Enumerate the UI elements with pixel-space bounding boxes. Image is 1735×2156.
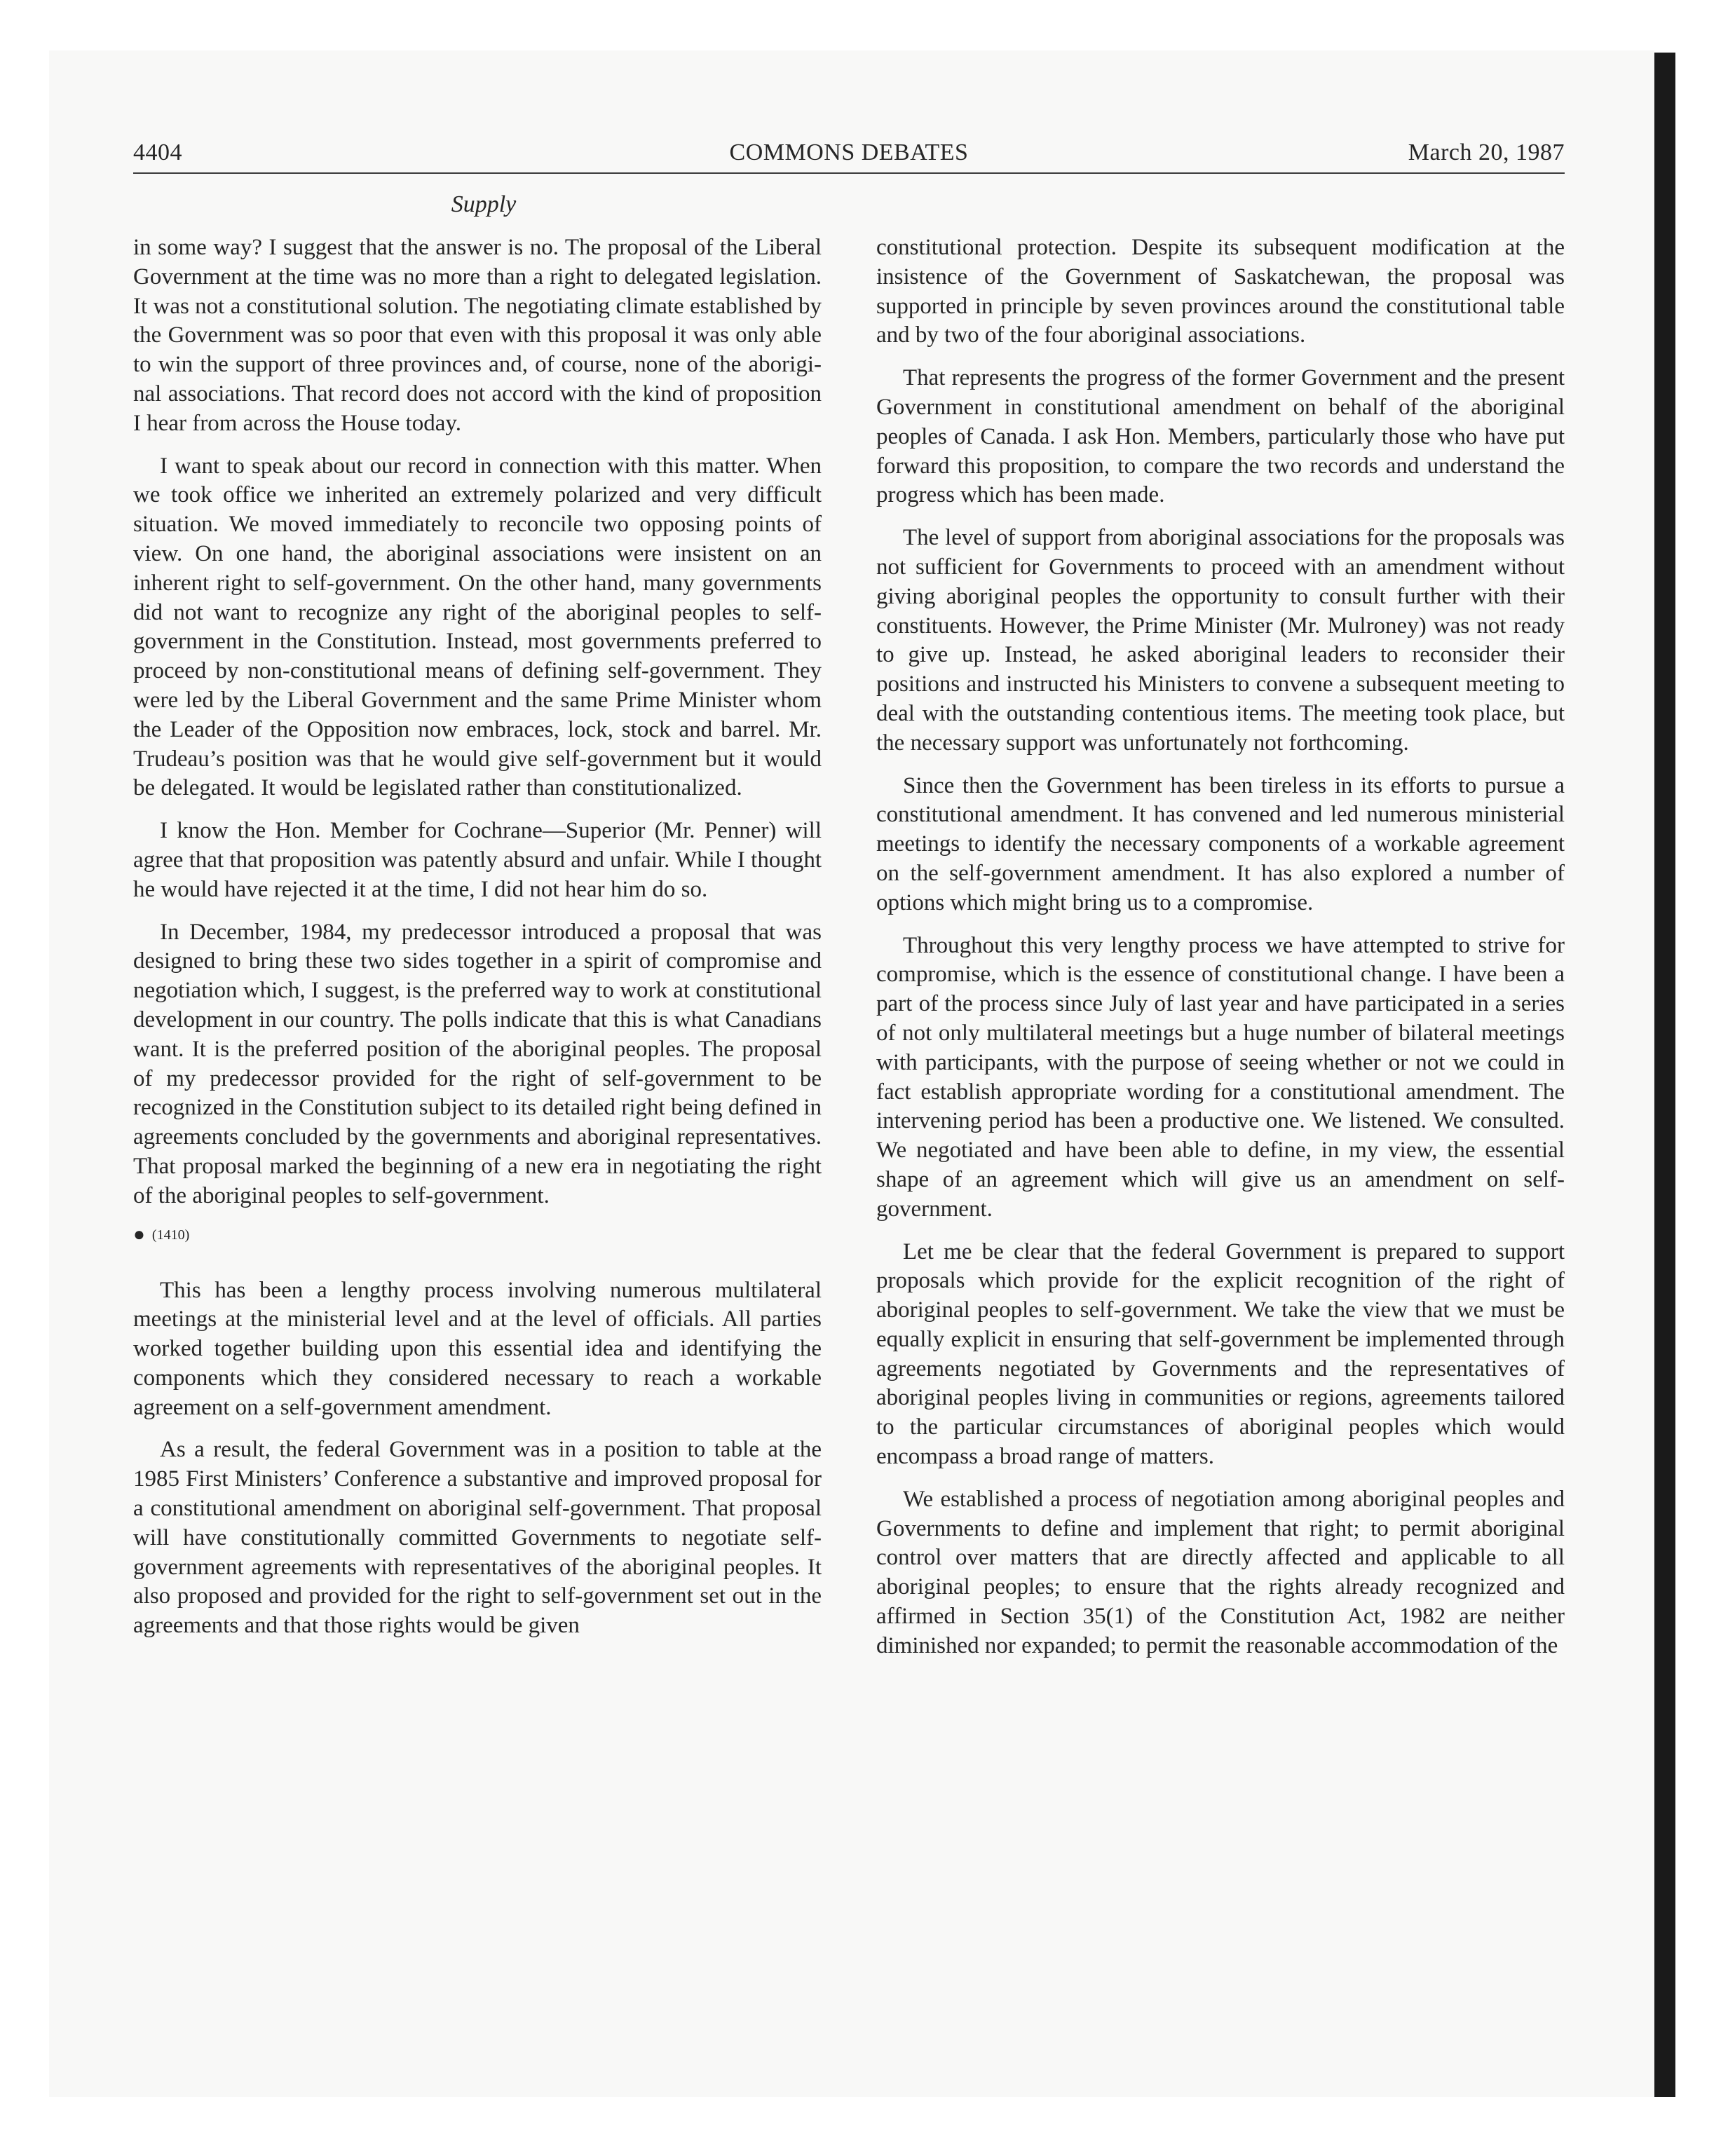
section-title: Supply [451,191,517,217]
binding-edge [1654,53,1675,2097]
paragraph: I know the Hon. Member for Cochrane—Superior (Mr. Penner) will agree that that proposition was patently absurd and unfair. While I thought he would have rejected it at the time, I did not hear him do so. [133,818,822,902]
paragraph: That represents the progress of the former Government and the present Government in constitutional amendment on behalf of the aboriginal peoples of Canada. I ask Hon. Members, particularly those who have put forward this proposition, to compare the two records and understand the progress which has been made. [876,365,1565,508]
paragraph: As a result, the federal Government was in a position to table at the 1985 First Ministers’ Conference a substantive and improved proposal for a constitutional amendment on aboriginal self-government. That proposal will have constitutionally committed Governments to negotiate self-government agreements with representatives of the aboriginal peoples. It also proposed and provided for the right to self-government set out in the agreements and that those rights would be given [133,1437,822,1639]
time-marker [133,1224,822,1246]
journal-title: COMMONS DEBATES [729,139,969,165]
page-number: 4404 [133,139,182,165]
left-column [133,233,822,1654]
paragraph: This has been a lengthy process involving numerous multilateral meetings at the ministerial level and at the level of officials. All parties worked together building upon this essential idea and identifying the components which they considered necessary to reach a workable agreement on a self-government amendment. [133,1277,822,1420]
paragraph: The level of support from aboriginal associations for the proposals was not sufficient for Governments to proceed with an amendment without giving aboriginal peoples the opportunity to consult further with their constituents. However, the Prime Minister (Mr. Mulroney) was not ready to give up. Instead, he asked aboriginal leaders to reconsider their positions and instructed his Ministers to convene a subsequent meeting to deal with the outstanding contentious items. The meeting took place, but the necessary support was unfortunately not forthcoming. [876,525,1565,756]
paragraph: In December, 1984, my predecessor introduced a proposal that was designed to bring these two sides together in a spirit of compromise and negotiation which, I suggest, is the preferred way to work at constitutional development in our country. The polls indicate that this is what Canadians want. It is the preferred position of the aboriginal peoples. The proposal of my predecessor provided for the right of self-government to be recognized in the Constitution subject to its detailed right being defined in agreements concluded by the governments and aboriginal representatives. That proposal marked the beginning of a new era in negotiating the right of the aboriginal peoples to self-government. [133,919,822,1208]
page-header [133,137,1565,174]
paragraph: in some way? I suggest that the answer is no. The proposal of the Liberal Government at the time was no more than a right to delegated legislation. It was not a constitutional solution. The negotiating climate established by the Government was so poor that even with this proposal it was only able to win the support of three provinces and, of course, none of the aboriginal associations. That record does not accord with the kind of proposition I hear from across the House today. [133,235,822,436]
paragraph: We established a process of negotiation among aboriginal peoples and Governments to define and implement that right; to permit aboriginal control over matters that are directly affected and applicable to all aboriginal peoples; to ensure that the rights already recognized and affirmed in Section 35(1) of the Constitution Act, 1982 are neither diminished nor expanded; to permit the reasonable accommodation of the [876,1486,1565,1658]
time-marker-label: (1410) [151,1227,190,1243]
paragraph: constitutional protection. Despite its subsequent modification at the insistence of the Government of Saskatchewan, the proposal was supported in principle by seven provinces around the constitutional table and by two of the four aboriginal associations. [876,235,1565,348]
paragraph: Since then the Government has been tireless in its efforts to pursue a constitutional amendment. It has convened and led numerous ministerial meetings to identify the necessary components of a workable agreement on the self-government amendment. It has also explored a number of options which might bring us to a compromise. [876,772,1565,915]
paragraph: I want to speak about our record in connection with this matter. When we took office we inherited an extremely polarized and very difficult situation. We moved immediately to reconcile two opposing points of view. On one hand, the aboriginal associations were insistent on an inherent right to self-government. On the other hand, many governments did not want to recognize any right of the aboriginal peoples to self-government in the Constitution. Instead, most governments preferred to proceed by non-constitutional means of defining self-government. They were led by the Liberal Government and the same Prime Minister whom the Leader of the Opposition now embraces, lock, stock and barrel. Mr. Trudeau’s position was that he would give self-government but it would be delegated. It would be legislated rather than constitutionalized. [133,453,822,801]
paragraph: Throughout this very lengthy process we have attempted to strive for compromise, which is the essence of constitutional change. I have been a part of the process since July of last year and have participated in a series of not only multilateral meetings but a huge number of bilateral meetings with participants, with the purpose of seeing whether or not we could in fact establish appropriate wording for a constitutional amendment. The intervening period has been a productive one. We listened. We consulted. We negotiated and have been able to define, in my view, the essential shape of an agreement which will give us an amendment on self-government. [876,932,1565,1222]
right-column [876,233,1565,1674]
bullet-icon: ● [133,1223,145,1246]
page-date: March 20, 1987 [1408,139,1565,165]
paragraph: Let me be clear that the federal Government is prepared to support proposals which provide for the explicit recognition of the right of aboriginal peoples to self-government. We take the view that we must be equally explicit in ensuring that self-government be implemented through agreements negotiated by Governments and the representatives of aboriginal peoples living in communities or regions, agreements tailored to the particular circumstances of aboriginal peoples which would encompass a broad range of matters. [876,1239,1565,1470]
